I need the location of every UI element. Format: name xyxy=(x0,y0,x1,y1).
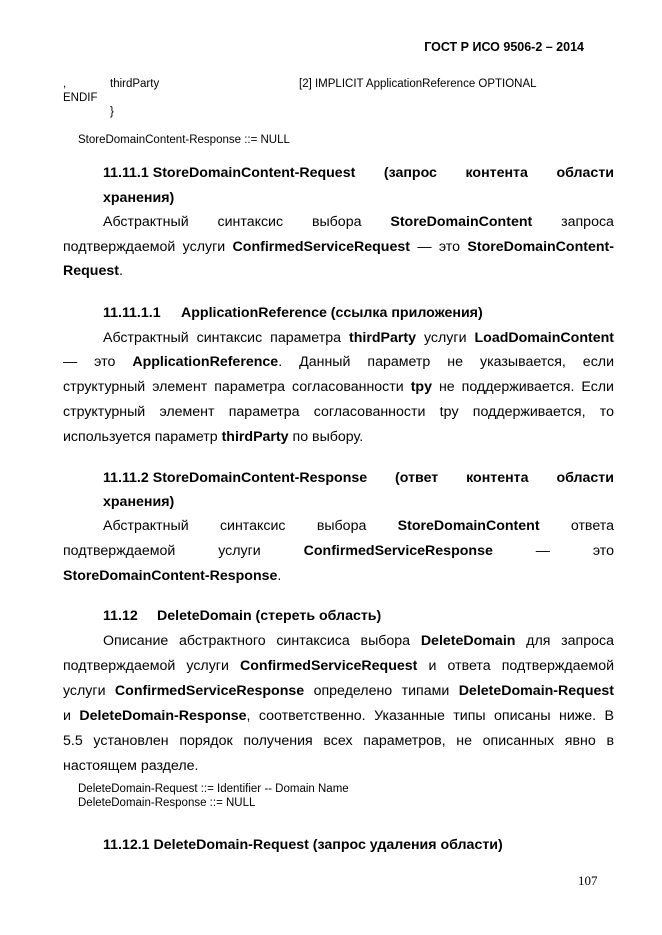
text: — xyxy=(535,543,550,559)
term: StoreDomainContent xyxy=(390,214,533,230)
text: выбора xyxy=(311,214,362,230)
para-11-11-1-1-line1 xyxy=(103,330,614,346)
para-11-12-line6: настоящем разделе. xyxy=(63,758,199,774)
asn-comma: , xyxy=(63,78,67,90)
asn-closing-brace: } xyxy=(110,106,114,118)
text: используется параметр xyxy=(63,429,222,445)
para-11-11-2-line2 xyxy=(63,543,614,559)
text: не поддерживается. Если xyxy=(431,379,614,395)
term: thirdParty xyxy=(348,330,416,346)
heading-11-12-1 xyxy=(103,837,503,853)
text: это xyxy=(592,543,614,559)
heading-11-11-1-1 xyxy=(103,305,161,321)
text: . xyxy=(118,263,123,279)
text: — это xyxy=(409,239,468,255)
text: для запроса xyxy=(515,633,614,649)
term: StoreDomainContent xyxy=(397,518,540,534)
section-rest: (запрос удаления области) xyxy=(312,837,503,853)
para-11-11-1-1-line3 xyxy=(63,379,614,395)
text: и ответа подтверждаемой xyxy=(417,658,615,674)
text: по выбору. xyxy=(288,429,364,445)
term: ConfirmedServiceRequest xyxy=(232,239,410,255)
heading-word: контента xyxy=(466,470,529,486)
section-number: 11.11.2 xyxy=(103,470,149,486)
asn-delete-request-def: DeleteDomain-Request ::= Identifier -- Domain Name xyxy=(78,783,349,795)
para-11-12-line1 xyxy=(103,633,614,649)
text: услуги xyxy=(63,683,115,699)
text: синтаксис xyxy=(219,518,286,534)
term: StoreDomainContent-Response xyxy=(63,568,278,584)
text: Абстрактный xyxy=(103,518,189,534)
text: Описание абстрактного синтаксиса выбора xyxy=(103,633,421,649)
para-11-12-line3 xyxy=(63,683,614,699)
term: ConfirmedServiceResponse xyxy=(114,683,305,699)
term: DeleteDomain-Request xyxy=(458,683,614,699)
heading-word: (запрос xyxy=(383,165,437,181)
section-number: 11.12.1 xyxy=(103,837,150,853)
heading-11-12-title: DeleteDomain (стереть область) xyxy=(157,608,382,624)
text: запроса xyxy=(561,214,614,230)
heading-11-11-1-cont: хранения) xyxy=(103,190,175,206)
text: структурный элемент параметра согласованности xyxy=(63,379,411,395)
para-11-11-2-line1 xyxy=(103,518,614,534)
heading-word: (ответ xyxy=(395,470,439,486)
para-11-11-1-line1 xyxy=(103,214,614,230)
asn-response-definition: StoreDomainContent-Response ::= NULL xyxy=(78,134,290,146)
text: . Данный параметр не указывается, если xyxy=(278,354,614,370)
term: StoreDomainContent- xyxy=(467,239,614,255)
text: подтверждаемой xyxy=(63,543,176,559)
heading-word: контента xyxy=(465,165,528,181)
text: услуги xyxy=(416,330,475,346)
heading-11-11-2-cont: хранения) xyxy=(103,494,175,510)
document-standard-header: ГОСТ Р ИСО 9506-2 – 2014 xyxy=(424,40,584,54)
text: Абстрактный xyxy=(103,214,189,230)
text: , соответственно. Указанные типы описаны ниже. В xyxy=(246,708,614,724)
term: ConfirmedServiceResponse xyxy=(303,543,493,559)
section-name: StoreDomainContent-Request xyxy=(152,165,356,181)
text: подтверждаемой услуги xyxy=(63,658,240,674)
para-11-12-line4 xyxy=(63,708,614,724)
text: синтаксис xyxy=(217,214,284,230)
term: LoadDomainContent xyxy=(474,330,614,346)
term: ApplicationReference xyxy=(132,354,279,370)
para-11-11-2-line3 xyxy=(63,568,281,584)
text: услуги xyxy=(218,543,261,559)
text: Абстрактный синтаксис параметра xyxy=(103,330,349,346)
heading-11-11-1-1-title: ApplicationReference (ссылка приложения) xyxy=(181,305,483,321)
section-name: StoreDomainContent-Response xyxy=(152,470,368,486)
para-11-11-1-1-line5 xyxy=(63,429,363,445)
heading-word: области xyxy=(556,165,614,181)
term: DeleteDomain-Response xyxy=(79,708,247,724)
para-11-11-1-1-line2 xyxy=(63,354,614,370)
term: ConfirmedServiceRequest xyxy=(240,658,418,674)
para-11-11-1-1-line4: структурный элемент параметра согласованности tpy поддерживается, то xyxy=(63,404,614,420)
section-name: DeleteDomain-Request xyxy=(153,837,309,853)
text: подтверждаемой услуги xyxy=(63,239,233,255)
heading-word: области xyxy=(556,470,614,486)
term: thirdParty xyxy=(221,429,289,445)
heading-11-11-1 xyxy=(103,165,614,181)
section-number: 11.11.1 xyxy=(103,165,149,181)
heading-11-12: 11.12 xyxy=(103,608,138,624)
text: — это xyxy=(63,354,133,370)
para-11-11-1-line2 xyxy=(63,239,614,255)
term: DeleteDomain xyxy=(420,633,516,649)
term: tpy xyxy=(410,379,432,395)
page-number: 107 xyxy=(578,873,598,888)
asn-field-thirdparty: thirdParty xyxy=(110,78,160,90)
heading-11-11-2 xyxy=(103,470,614,486)
text: . xyxy=(277,568,282,584)
asn-delete-response-def: DeleteDomain-Response ::= NULL xyxy=(78,797,256,809)
asn-field-spec: [2] IMPLICIT ApplicationReference OPTIONAL xyxy=(299,78,537,90)
text: и xyxy=(63,708,80,724)
text: определено типами xyxy=(304,683,459,699)
para-11-11-1-line3 xyxy=(63,263,123,279)
text: ответа xyxy=(570,518,614,534)
para-11-12-line5: 5.5 установлен порядок получения всех параметров, не описанных явно в xyxy=(63,733,614,749)
text: выбора xyxy=(316,518,367,534)
asn-endif: ENDIF xyxy=(63,92,98,104)
para-11-12-line2 xyxy=(63,658,614,674)
term: Request xyxy=(63,263,119,279)
section-number: 11.11.1.1 xyxy=(103,305,161,321)
